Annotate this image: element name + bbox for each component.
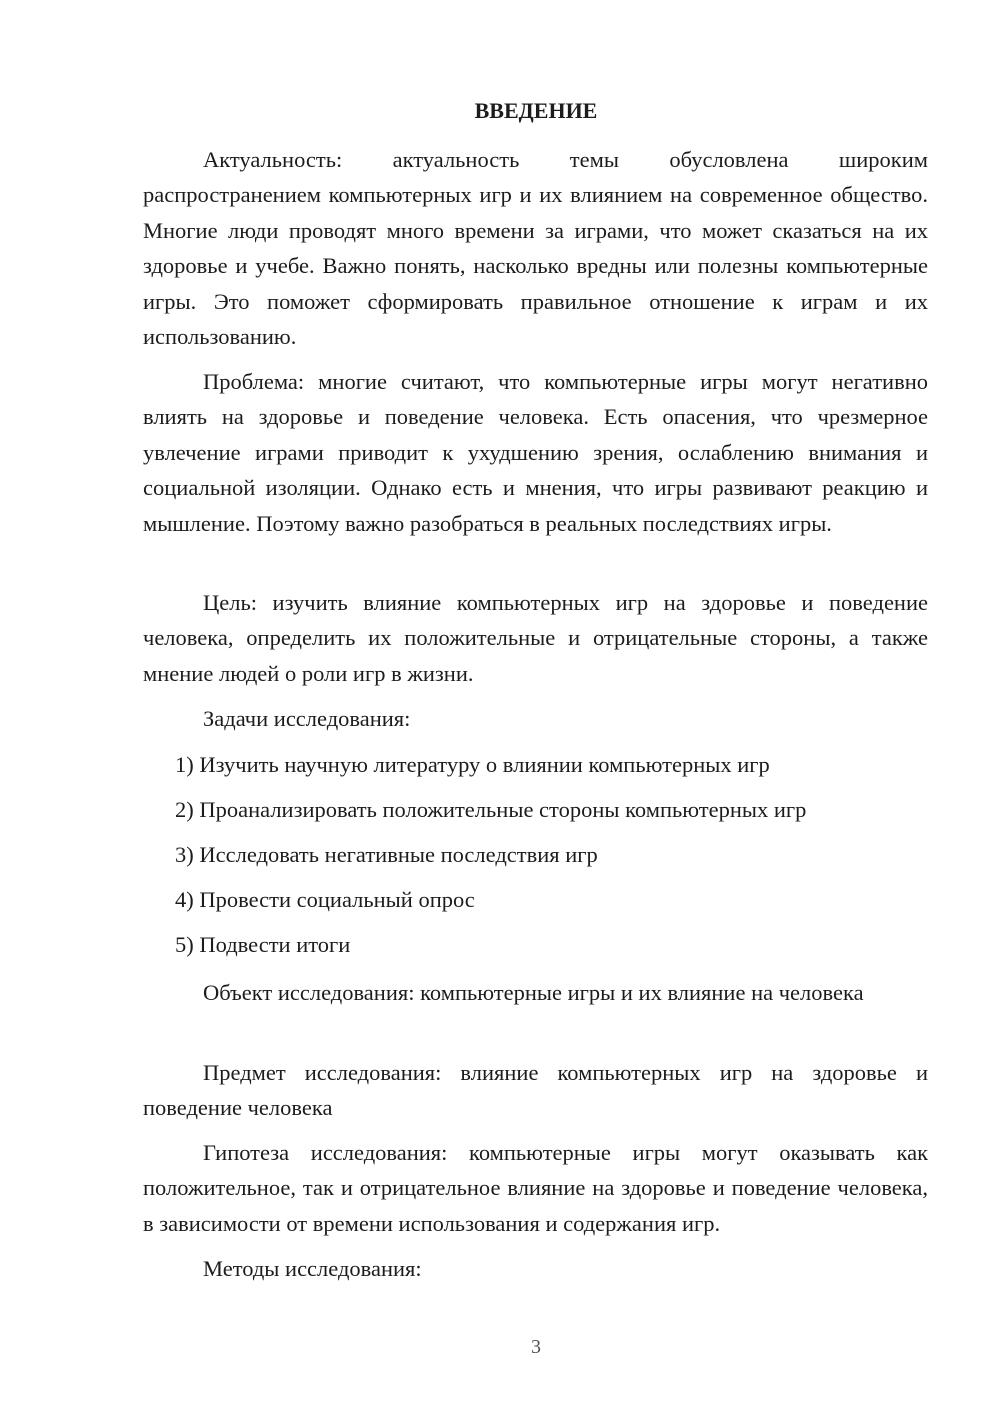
page-number: 3: [531, 1336, 541, 1358]
subject-paragraph: Предмет исследования: влияние компьютерных игр на здоровье и поведение человека: [143, 1060, 928, 1121]
task-item: 5) Подвести итоги: [175, 932, 351, 957]
hypothesis-paragraph: Гипотеза исследования: компьютерные игры могут оказывать как положительное, так и отрицательное влияние на здоровье и поведение человека, в зависимости от времени использования и содержания игр.: [143, 1140, 928, 1236]
task-item: 2) Проанализировать положительные стороны компьютерных игр: [175, 797, 807, 822]
tasks-title: Задачи исследования:: [203, 706, 411, 731]
object-paragraph: Объект исследования: компьютерные игры и их влияние на человека: [203, 980, 864, 1005]
section-heading: ВВЕДЕНИЕ: [474, 98, 598, 123]
task-item: 4) Провести социальный опрос: [175, 887, 475, 912]
problem-paragraph: Проблема: многие считают, что компьютерные игры могут негативно влиять на здоровье и поведение человека. Есть опасения, что чрезмерное увлечение играми приводит к ухудшению зрения, ослаблению внимания и социальной изоляции. Однако есть и мнения, что игры развивают реакцию и мышление. Поэтому важно разобраться в реальных последствиях игры.: [143, 369, 928, 536]
task-item: 3) Исследовать негативные последствия игр: [175, 842, 598, 867]
goal-paragraph: Цель: изучить влияние компьютерных игр на здоровье и поведение человека, определить их положительные и отрицательные стороны, а также мнение людей о роли игр в жизни.: [143, 590, 928, 686]
task-item: 1) Изучить научную литературу о влиянии компьютерных игр: [175, 752, 770, 777]
methods-title: Методы исследования:: [203, 1256, 422, 1281]
relevance-paragraph: Актуальность: актуальность темы обусловлена широким распространением компьютерных игр и их влиянием на современное общество. Многие люди проводят много времени за играми, что может сказаться на их здоровье и учебе. Важно понять, насколько вредны или полезны компьютерные игры. Это поможет сформировать правильное отношение к играм и их использованию.: [143, 147, 928, 350]
